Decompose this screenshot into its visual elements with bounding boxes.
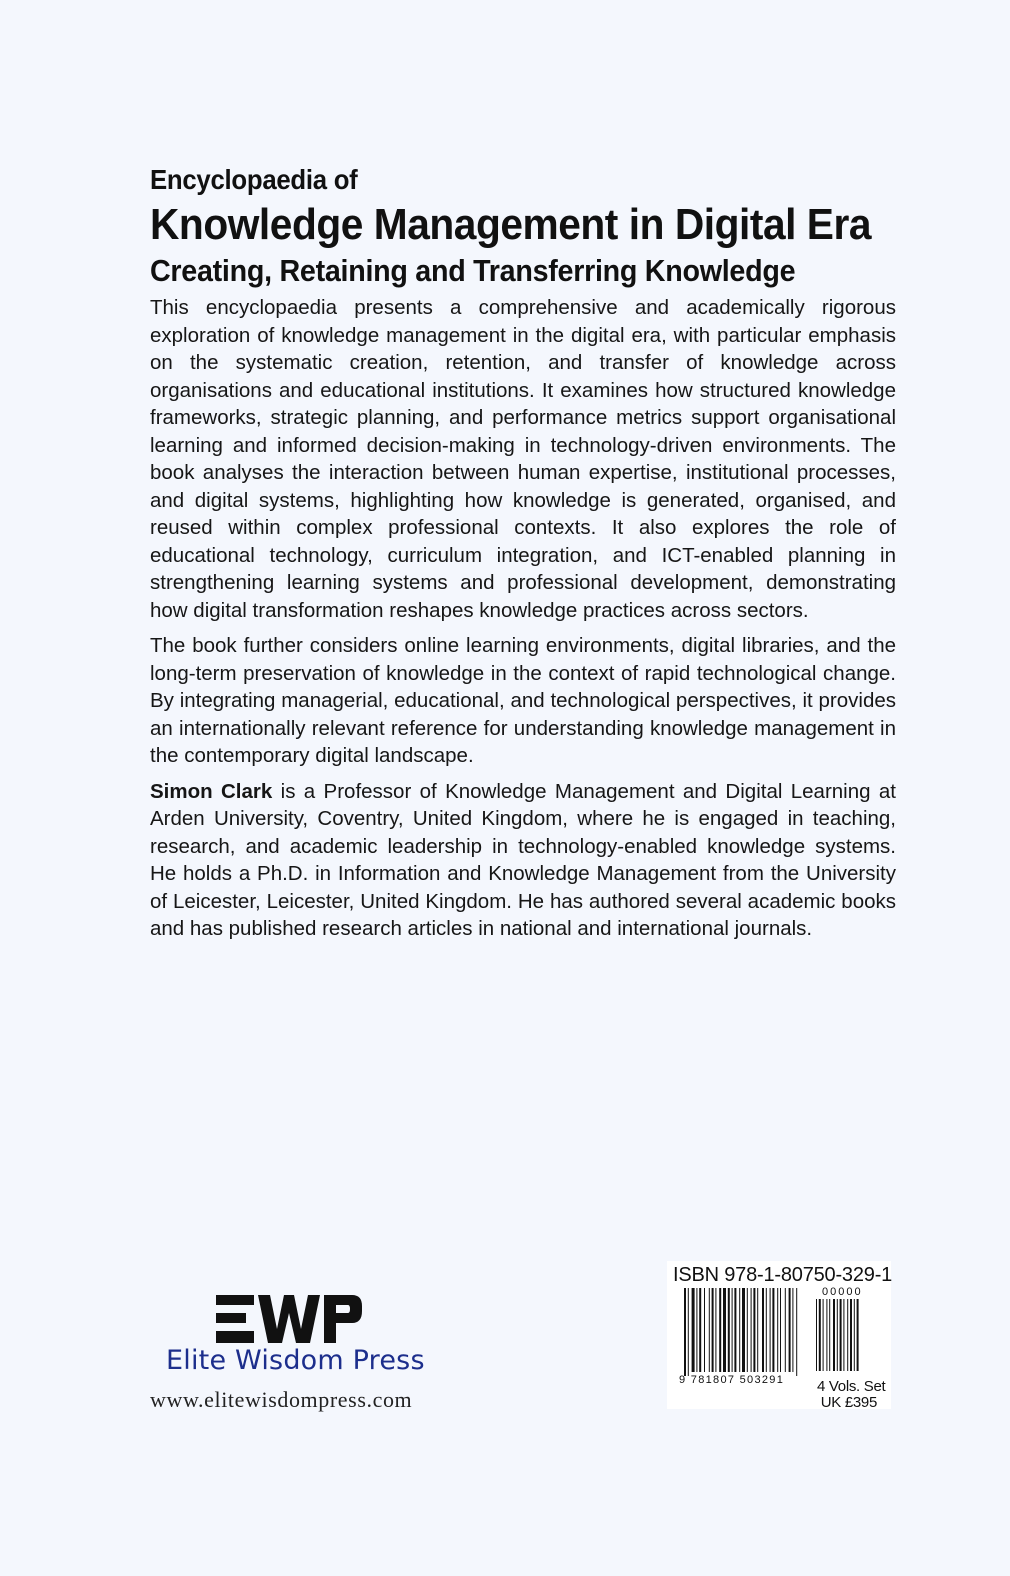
author-bio-text: is a Professor of Knowledge Management and Digital Learning at Arden University, Coventry, United Kingdom, where he is engaged in teaching, research, and academic leadership in technology-enabled knowledge systems. He holds a Ph.D. in Information and Knowledge Management from the University of Leicester, Leicester, United Kingdom. He has authored several academic books and has published research articles in national and international journals. (150, 779, 896, 940)
isbn-number: ISBN 978-1-80750-329-1 (673, 1264, 893, 1286)
book-title: Knowledge Management in Digital Era (150, 200, 872, 249)
author-bio (150, 778, 896, 943)
publisher-logo (216, 1293, 364, 1345)
set-info (817, 1378, 886, 1411)
back-cover-text (150, 162, 896, 951)
publisher-website[interactable]: www.elitewisdompress.com (150, 1387, 413, 1412)
series-line: Encyclopaedia of (150, 164, 358, 195)
set-label: 4 Vols. Set (817, 1378, 886, 1395)
isbn-barcode (667, 1261, 891, 1409)
description-paragraph-1: This encyclopaedia presents a comprehensive and academically rigorous exploration of knowledge management in the digital era, with particular emphasis on the systematic creation, retention, and transfer of knowledge across organisations and educational institutions. It examines how structured knowledge frameworks, strategic planning, and performance metrics support organisational learning and informed decision-making in technology-driven environments. The book analyses the interaction between human expertise, institutional processes, and digital systems, highlighting how knowledge is generated, organised, and reused within complex professional contexts. It also explores the role of educational technology, curriculum integration, and ICT-enabled planning in strengthening learning systems and professional development, demonstrating how digital transformation reshapes knowledge practices across sectors. (150, 296, 896, 622)
book-subtitle: Creating, Retaining and Transferring Knowledge (150, 253, 796, 288)
barcode-digits: 9 781807 503291 (679, 1374, 785, 1386)
price-label: UK £395 (820, 1394, 877, 1411)
publisher-name: Elite Wisdom Press (166, 1345, 425, 1376)
barcode-addon-digits: 00000 (822, 1286, 863, 1298)
author-name: Simon Clark (150, 779, 273, 803)
description-paragraph-2: The book further considers online learning environments, digital libraries, and the long-term preservation of knowledge in the context of rapid technological change. By integrating managerial, educational, and technological perspectives, it provides an internationally relevant reference for understanding knowledge management in the contemporary digital landscape. (150, 634, 896, 767)
